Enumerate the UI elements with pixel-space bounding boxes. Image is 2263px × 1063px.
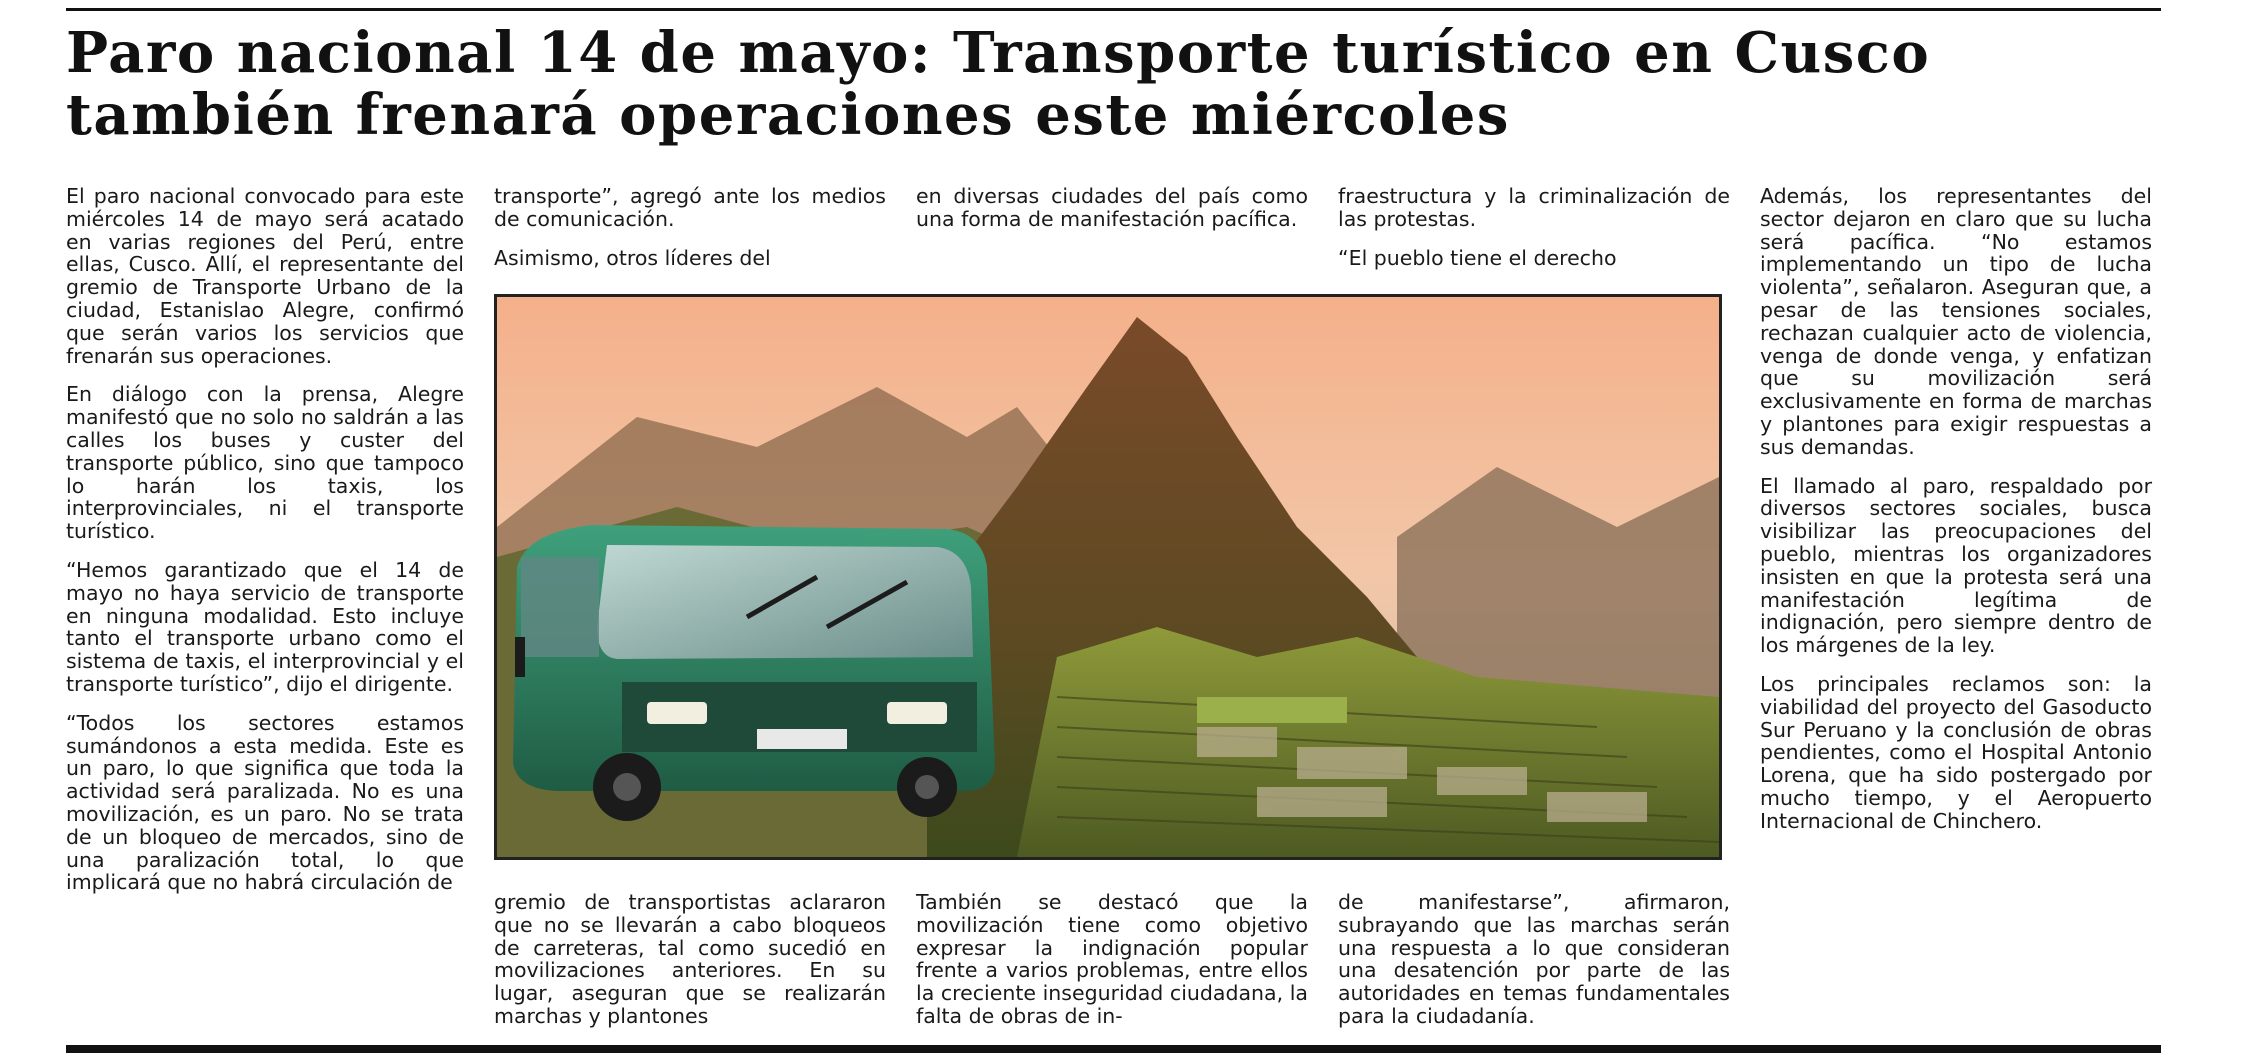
column-4-top	[1338, 185, 1730, 269]
central-plaza	[1197, 697, 1347, 723]
photo-illustration	[497, 297, 1719, 857]
tourist-bus	[513, 525, 995, 821]
column-5	[1760, 185, 2152, 833]
paragraph: Además, los representantes del sector dejaron en claro que su lucha será pacífica. “No estamos implementando un tipo de lucha violenta”, señalaron. Aseguran que, a pesar de las tensiones sociales, rechazan cualquier acto de violencia, venga de donde venga, y enfatizan que su movilización será exclusivamente en forma de marchas y plantones para exigir respuestas a sus demandas.	[1760, 184, 2152, 459]
top-rule	[66, 8, 2161, 11]
paragraph: en diversas ciudades del país como una forma de manifestación pacífica.	[916, 184, 1308, 231]
column-4-bottom	[1338, 891, 1730, 1028]
bottom-rule	[66, 1045, 2161, 1053]
article-headline: Paro nacional 14 de mayo: Transporte turístico en Cusco también frenará operaciones este miércoles	[66, 20, 1931, 148]
column-3-bottom	[916, 891, 1308, 1028]
paragraph: También se destacó que la movilización tiene como objetivo expresar la indignación popular frente a varios problemas, entre ellos la creciente inseguridad ciudadana, la falta de obras de in-	[916, 890, 1308, 1028]
paragraph: transporte”, agregó ante los medios de comunicación.	[494, 184, 886, 231]
paragraph: En diálogo con la prensa, Alegre manifestó que no solo no saldrán a las calles los buses y custer del transporte público, sino que tampoco lo harán los taxis, los interprovinciales, ni el transporte turístico.	[66, 382, 464, 544]
column-3-top	[916, 185, 1308, 231]
paragraph: Los principales reclamos son: la viabilidad del proyecto del Gasoducto Sur Peruano y la conclusión de obras pendientes, como el Hospital Antonio Lorena, que ha sido postergado por mucho tiempo, y el Aeropuerto Internacional de Chinchero.	[1760, 671, 2152, 833]
column-2-top	[494, 185, 886, 269]
paragraph: El paro nacional convocado para este miércoles 14 de mayo será acatado en varias regiones del Perú, entre ellas, Cusco. Allí, el representante del gremio de Transporte Urbano de la ciudad, Estanislao Alegre, confirmó que serán varios los servicios que frenarán sus operaciones.	[66, 184, 464, 368]
paragraph: fraestructura y la criminalización de las protestas.	[1338, 184, 1730, 231]
column-2-bottom	[494, 891, 886, 1028]
paragraph: “Todos los sectores estamos sumándonos a esta medida. Este es un paro, lo que significa que toda la actividad será paralizada. No es una movilización, es un paro. No se trata de un bloqueo de mercados, sino de una paralización total, lo que implicará que no habrá circulación de	[66, 710, 464, 895]
paragraph: de manifestarse”, afirmaron, subrayando que las marchas serán una respuesta a lo que consideran una desatención por parte de las autoridades en temas fundamentales para la ciudadanía.	[1338, 890, 1730, 1028]
column-1	[66, 185, 464, 894]
paragraph: Asimismo, otros líderes del	[494, 245, 771, 270]
paragraph: “El pueblo tiene el derecho	[1338, 245, 1617, 270]
paragraph: gremio de transportistas aclararon que no se llevarán a cabo bloqueos de carreteras, tal como sucedió en movilizaciones anteriores. En su lugar, aseguran que se realizarán marchas y plantones	[494, 890, 886, 1028]
paragraph: “Hemos garantizado que el 14 de mayo no haya servicio de transporte en ninguna modalidad. Esto incluye tanto el transporte urbano como el sistema de taxis, el interprovincial y el transporte turístico”, dijo el dirigente.	[66, 557, 464, 696]
article-photo-machu-picchu-bus	[494, 294, 1722, 860]
paragraph: El llamado al paro, respaldado por diversos sectores sociales, busca visibilizar las preocupaciones del pueblo, mientras los organizadores insisten en que la protesta será una manifestación legítima de indignación, pero siempre dentro de los márgenes de la ley.	[1760, 473, 2152, 658]
